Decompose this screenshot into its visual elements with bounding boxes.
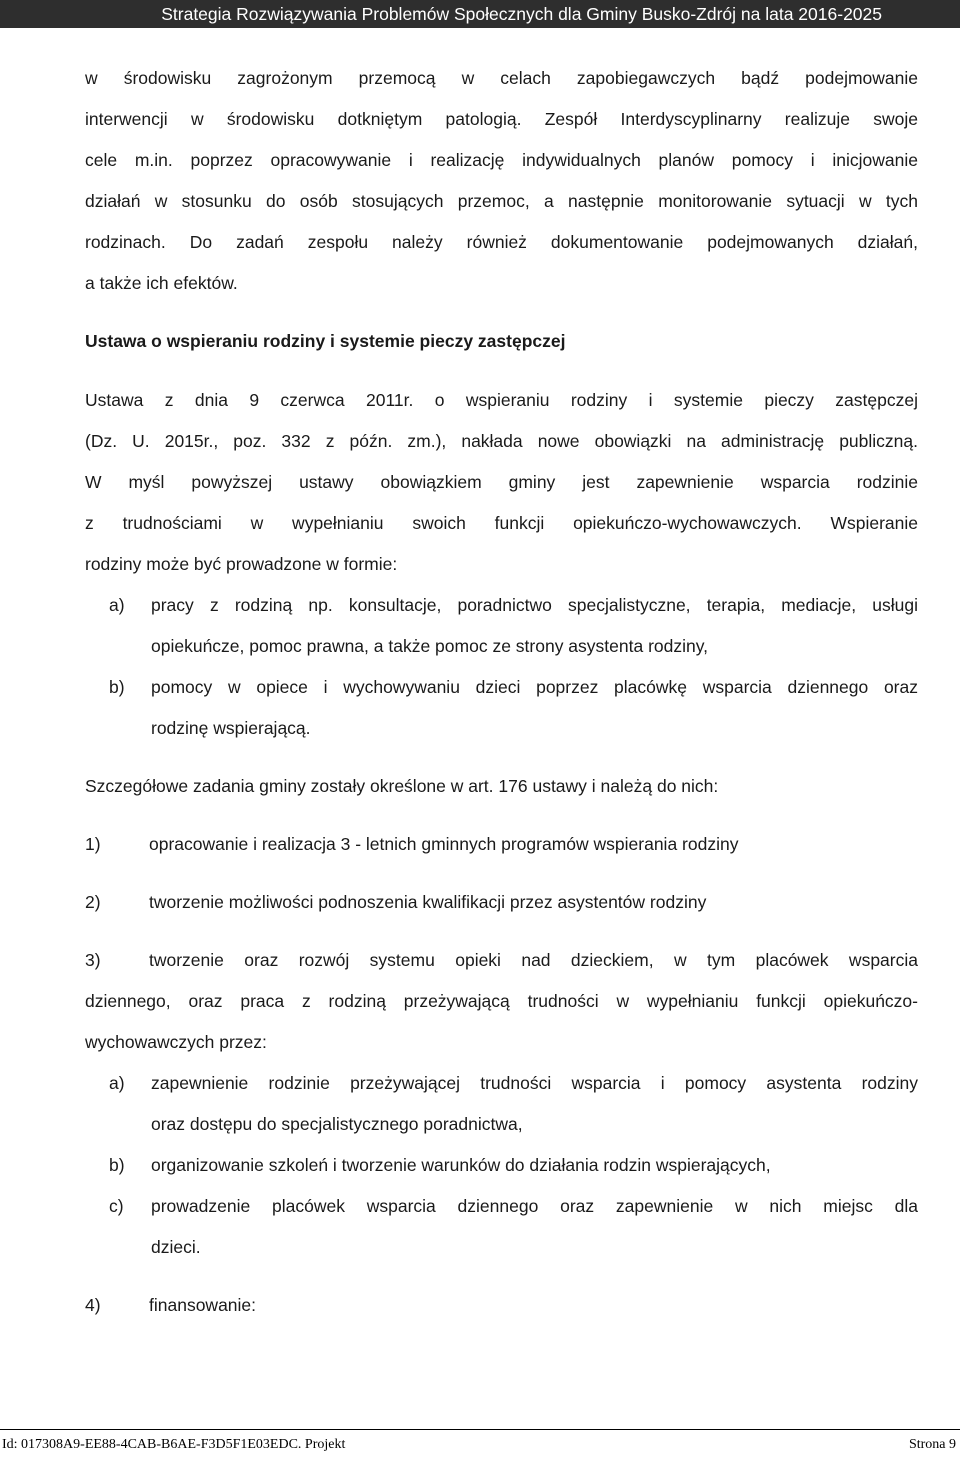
list-item xyxy=(85,1285,918,1326)
text-line: W myśl powyższej ustawy obowiązkiem gminy jest zapewnienie wsparcia rodzinie xyxy=(85,472,918,492)
list-marker: 1) xyxy=(85,834,101,854)
list-marker: b) xyxy=(109,1155,125,1175)
text-line: wychowawczych przez: xyxy=(85,1032,267,1052)
document-id: Id: 017308A9-EE88-4CAB-B6AE-F3D5F1E03EDC. Projekt xyxy=(2,1437,346,1452)
text-line xyxy=(85,940,918,981)
list-item xyxy=(85,1145,918,1186)
text-line: pomocy w opiece i wychowywaniu dzieci poprzez placówkę wsparcia dziennego oraz xyxy=(151,677,918,697)
list-item xyxy=(85,940,918,1063)
list-marker: 2) xyxy=(85,892,101,912)
text-line: z trudnościami w wypełnianiu swoich funkcji opiekuńczo-wychowawczych. Wspieranie xyxy=(85,513,918,533)
section-heading: Ustawa o wspieraniu rodziny i systemie pieczy zastępczej xyxy=(85,331,566,351)
text-line: rodziny może być prowadzone w formie: xyxy=(85,554,398,574)
page-number: Strona 9 xyxy=(908,1437,956,1452)
paragraph-team xyxy=(85,58,918,304)
list-marker: c) xyxy=(109,1196,124,1216)
list-item xyxy=(85,585,918,667)
paragraph-act xyxy=(85,380,918,585)
list-marker: 4) xyxy=(85,1295,101,1315)
text-segment: tworzenie oraz rozwój systemu opieki nad dzieckiem, w tym placówek wsparcia xyxy=(149,950,918,970)
text-line: interwencji w środowisku dotkniętym patologią. Zespół Interdyscyplinarny realizuje swoje xyxy=(85,109,918,129)
text-line: dzieci. xyxy=(151,1237,201,1257)
text-line: dziennego, oraz praca z rodziną przeżywającą trudności w wypełnianiu funkcji opiekuńczo- xyxy=(85,991,918,1011)
text-line: finansowanie: xyxy=(149,1295,257,1315)
list-marker: a) xyxy=(109,595,125,615)
list-marker: 3) xyxy=(85,950,101,970)
text-line: organizowanie szkoleń i tworzenie warunków do działania rodzin wspierających, xyxy=(151,1155,771,1175)
text-line: opracowanie i realizacja 3 - letnich gminnych programów wspierania rodziny xyxy=(149,834,739,854)
list-marker: a) xyxy=(109,1073,125,1093)
paragraph-tasks-intro: Szczegółowe zadania gminy zostały określone w art. 176 ustawy i należą do nich: xyxy=(85,776,719,796)
support-forms-list xyxy=(85,585,918,749)
text-line: tworzenie możliwości podnoszenia kwalifikacji przez asystentów rodziny xyxy=(149,892,707,912)
text-line: a także ich efektów. xyxy=(85,273,238,293)
list-item xyxy=(85,1063,918,1145)
list-item xyxy=(85,824,918,865)
list-item xyxy=(85,1186,918,1268)
text-line: oraz dostępu do specjalistycznego poradnictwa, xyxy=(151,1114,523,1134)
text-line: działań w stosunku do osób stosujących przemoc, a następnie monitorowanie sytuacji w tych xyxy=(85,191,918,211)
list-item xyxy=(85,882,918,923)
text-line: rodzinę wspierającą. xyxy=(151,718,311,738)
sub-tasks-list xyxy=(85,1063,918,1268)
text-line: opiekuńcze, pomoc prawna, a także pomoc ze strony asystenta rodziny, xyxy=(151,636,709,656)
text-line: cele m.in. poprzez opracowywanie i realizację indywidualnych planów pomocy i inicjowanie xyxy=(85,150,918,170)
header-title: Strategia Rozwiązywania Problemów Społecznych dla Gminy Busko-Zdrój na lata 2016-2025 xyxy=(161,4,882,24)
text-line: w środowisku zagrożonym przemocą w celach zapobiegawczych bądź podejmowanie xyxy=(85,68,918,88)
text-line: rodzinach. Do zadań zespołu należy również dokumentowanie podejmowanych działań, xyxy=(85,232,918,252)
text-line: (Dz. U. 2015r., poz. 332 z późn. zm.), nakłada nowe obowiązki na administrację publiczną. xyxy=(85,431,918,451)
text-line: prowadzenie placówek wsparcia dziennego oraz zapewnienie w nich miejsc dla xyxy=(151,1196,918,1216)
text-line: Ustawa z dnia 9 czerwca 2011r. o wspieraniu rodziny i systemie pieczy zastępczej xyxy=(85,390,918,410)
page-header xyxy=(0,0,960,28)
text-line: pracy z rodziną np. konsultacje, poradnictwo specjalistyczne, terapia, mediacje, usługi xyxy=(151,595,918,615)
list-item xyxy=(85,667,918,749)
page-footer xyxy=(0,1429,960,1459)
document-body xyxy=(85,58,918,1326)
list-marker: b) xyxy=(109,677,125,697)
text-line: zapewnienie rodzinie przeżywającej trudności wsparcia i pomocy asystenta rodziny xyxy=(151,1073,918,1093)
